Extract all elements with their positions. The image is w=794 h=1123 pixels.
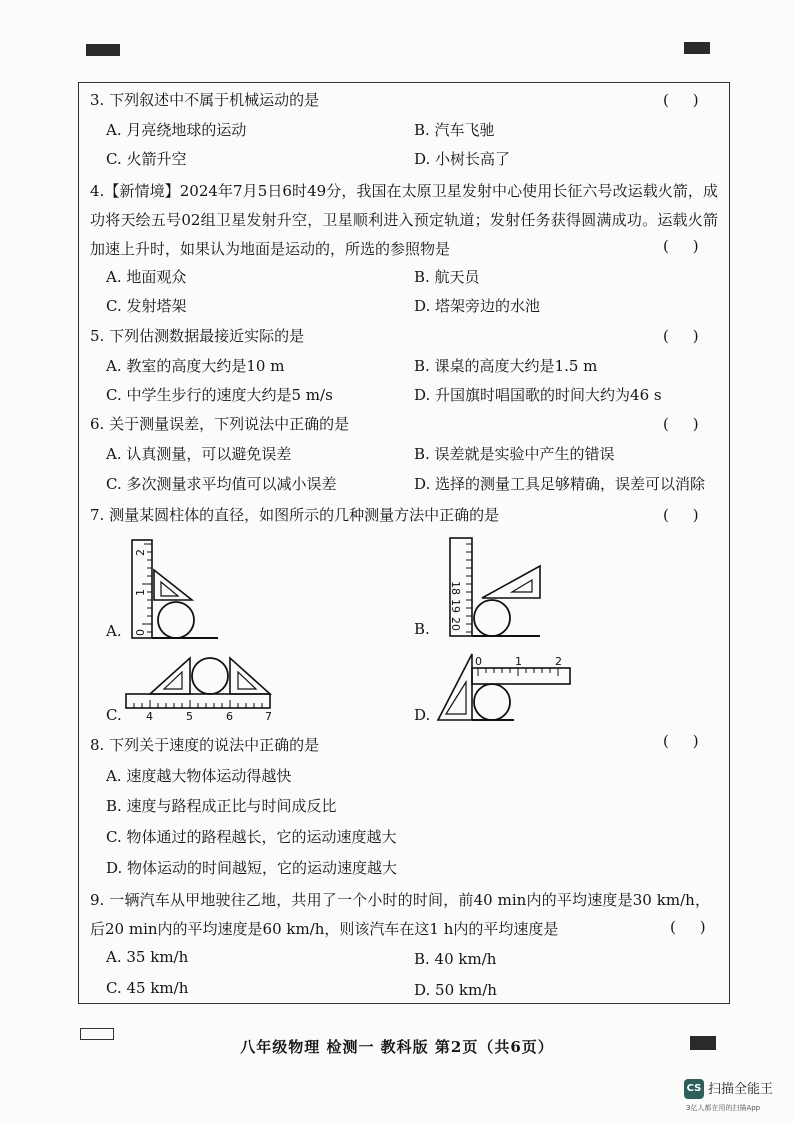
- camscanner-logo-icon: CS: [684, 1079, 704, 1099]
- question-3-option-a: A. 月亮绕地球的运动: [106, 121, 247, 139]
- question-5-stem: 5. 下列估测数据最接近实际的是: [90, 327, 305, 345]
- figure-d-label: D.: [414, 706, 431, 724]
- question-7-answer-blank[interactable]: ( ): [663, 506, 699, 524]
- question-8-stem: 8. 下列关于速度的说法中正确的是: [90, 736, 320, 754]
- figure-c-tick-6: 6: [226, 710, 233, 723]
- figure-d-tick-1: 1: [515, 655, 522, 668]
- question-3-answer-blank[interactable]: ( ): [663, 91, 699, 109]
- figure-a-diagram: [128, 538, 228, 640]
- question-4-option-d: D. 塔架旁边的水池: [414, 297, 541, 315]
- question-4-option-a: A. 地面观众: [106, 268, 187, 286]
- question-8-option-d: D. 物体运动的时间越短，它的运动速度越大: [106, 859, 398, 877]
- registration-mark-top-right: [684, 42, 710, 54]
- figure-d-tick-0: 0: [475, 655, 482, 668]
- figure-a-label: A.: [106, 622, 122, 640]
- figure-c-tick-7: 7: [265, 710, 272, 723]
- question-6-option-b: B. 误差就是实验中产生的错误: [414, 445, 615, 463]
- question-4-answer-blank[interactable]: ( ): [663, 237, 699, 255]
- question-5-option-c: C. 中学生步行的速度大约是5 m/s: [106, 386, 333, 404]
- question-8-answer-blank[interactable]: ( ): [663, 732, 699, 750]
- question-8-option-a: A. 速度越大物体运动得越快: [106, 767, 292, 785]
- figure-c-tick-5: 5: [186, 710, 193, 723]
- question-3-option-b: B. 汽车飞驰: [414, 121, 495, 139]
- question-7-stem: 7. 测量某圆柱体的直径，如图所示的几种测量方法中正确的是: [90, 506, 500, 524]
- question-5-answer-blank[interactable]: ( ): [663, 327, 699, 345]
- registration-mark-top-left: [86, 44, 120, 56]
- question-3-option-c: C. 火箭升空: [106, 150, 187, 168]
- watermark-app-name: 扫描全能王: [708, 1082, 774, 1097]
- figure-b-tick-18: 18: [449, 581, 462, 595]
- question-9-stem: 9. 一辆汽车从甲地驶往乙地，共用了一个小时的时间，前40 min内的平均速度是30 km/h，后20 min内的平均速度是60 km/h，则该汽车在这1 h内的平均速度是: [90, 891, 710, 938]
- question-8-option-c: C. 物体通过的路程越长，它的运动速度越大: [106, 828, 397, 846]
- question-4-option-c: C. 发射塔架: [106, 297, 187, 315]
- question-5-option-d: D. 升国旗时唱国歌的时间大约为46 s: [414, 386, 662, 404]
- figure-a-tick-1: 1: [134, 589, 147, 596]
- question-6-option-d: D. 选择的测量工具足够精确，误差可以消除: [414, 475, 706, 493]
- question-9-option-c: C. 45 km/h: [106, 979, 189, 997]
- question-6-stem: 6. 关于测量误差，下列说法中正确的是: [90, 415, 350, 433]
- figure-b-tick-19: 19: [449, 599, 462, 613]
- figure-c-label: C.: [106, 706, 122, 724]
- question-5-option-a: A. 教室的高度大约是10 m: [106, 357, 285, 375]
- question-6-option-c: C. 多次测量求平均值可以减小误差: [106, 475, 337, 493]
- question-5-option-b: B. 课桌的高度大约是1.5 m: [414, 357, 598, 375]
- figure-a-tick-2: 2: [134, 549, 147, 556]
- figure-b-tick-20: 20: [449, 617, 462, 631]
- figure-b-label: B.: [414, 620, 430, 638]
- watermark-tagline: 3亿人都在用的扫描App: [686, 1104, 761, 1112]
- question-6-answer-blank[interactable]: ( ): [663, 415, 699, 433]
- question-3-stem: 3. 下列叙述中不属于机械运动的是: [90, 91, 320, 109]
- figure-a-tick-0: 0: [134, 629, 147, 636]
- question-9-option-b: B. 40 km/h: [414, 950, 497, 968]
- figure-c-diagram: [124, 654, 274, 726]
- question-8-option-b: B. 速度与路程成正比与时间成反比: [106, 797, 337, 815]
- figure-c-tick-4: 4: [146, 710, 153, 723]
- figure-b-diagram: [446, 536, 546, 638]
- figure-d-tick-2: 2: [555, 655, 562, 668]
- question-9-option-d: D. 50 km/h: [414, 981, 497, 999]
- question-4-stem: 4.【新情境】2024年7月5日6时49分，我国在太原卫星发射中心使用长征六号改运载火箭，成功将天绘五号02组卫星发射升空，卫星顺利进入预定轨道；发射任务获得圆满成功。运载火箭加速上升时，如果认为地面是运动的，所选的参照物是: [90, 182, 718, 258]
- page-footer: 八年级物理 检测一 教科版 第2页（共6页）: [240, 1038, 554, 1056]
- question-4-option-b: B. 航天员: [414, 268, 480, 286]
- question-9-answer-blank[interactable]: ( ): [670, 918, 706, 936]
- question-6-option-a: A. 认真测量，可以避免误差: [106, 445, 292, 463]
- question-9-option-a: A. 35 km/h: [106, 948, 189, 966]
- figure-d-diagram: [432, 654, 572, 726]
- question-3-option-d: D. 小树长高了: [414, 150, 511, 168]
